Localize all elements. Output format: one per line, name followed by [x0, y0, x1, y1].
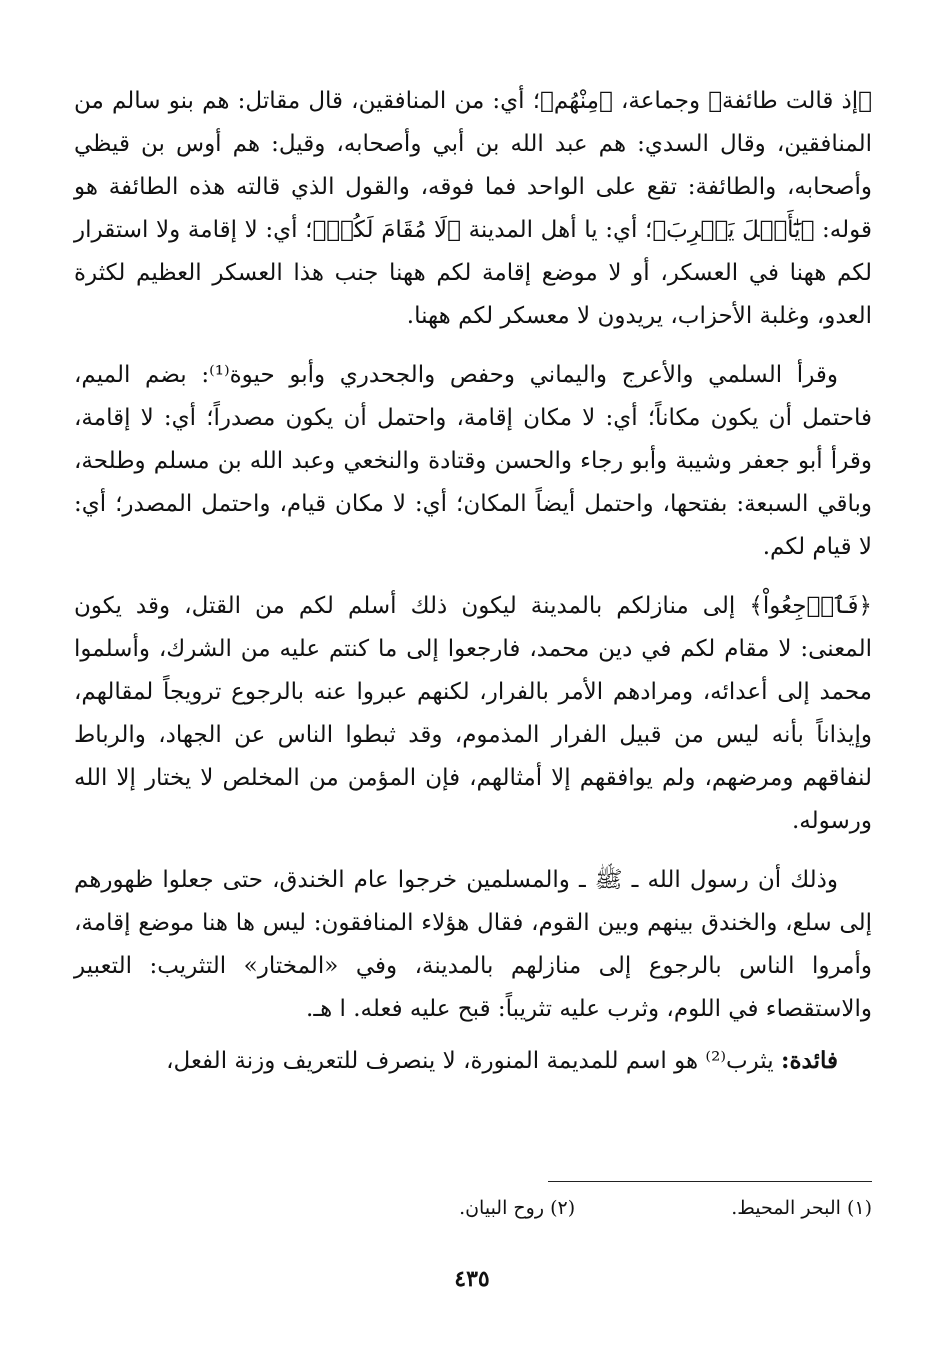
paragraph-5 — [74, 1039, 872, 1083]
footnote-1: (١) البحر المحيط. — [731, 1197, 872, 1219]
paragraph-4: وذلك أن رسول الله ـ ﷺ ـ والمسلمين خرجوا عام الخندق، حتى جعلوا ظهورهم إلى سلع، والخندق بينهم وبين القوم، فقال هؤلاء المنافقون: ليس ها هنا موضع إقامة، وأمروا الناس بالرجوع إلى منازلهم بالمدينة، وفي «المختار» التثريب: التعبير والاستقصاء في اللوم، وثرب عليه تثريباً: قبح عليه فعله. ا هـ. — [74, 867, 872, 1022]
paragraph-2: وقرأ السلمي والأعرج واليماني وحفص والجحدري وأبو حيوة⁽¹⁾: بضم الميم، فاحتمل أن يكون مكاناً؛ أي: لا مكان إقامة، واحتمل أن يكون مصدراً؛ أي: لا إقامة، وقرأ أبو جعفر وشيبة وأبو رجاء والحسن وقتادة والنخعي وعبد الله بن مسلم وطلحة، وباقي السبعة: بفتحها، واحتمل أيضاً المكان؛ أي: لا مكان قيام، واحتمل المصدر؛ أي: لا قيام لكم. — [74, 362, 872, 560]
footnotes — [74, 1193, 872, 1223]
note-label: فائدة: — [780, 1047, 838, 1074]
paragraph-3: ﴿فَٱرۡجِعُواْ﴾ إلى منازلكم بالمدينة ليكون ذلك أسلم لكم من القتل، وقد يكون المعنى: لا مقام لكم في دين محمد، فارجعوا إلى ما كنتم عليه من الشرك، وأسلموا محمد إلى أعدائه، ومرادهم الأمر بالفرار، لكنهم عبروا عنه بالرجوع ترويجاً لمقالهم، وإيذاناً بأنه ليس من قبيل الفرار المذموم، وقد ثبطوا الناس عن الجهاد، والرباط لنفاقهم ومرضهم، ولم يوافقهم إلا أمثالهم، فإن المؤمن من المخلص لا يختار إلا الله ورسوله. — [74, 593, 872, 834]
footnote-separator — [548, 1181, 872, 1182]
body-text — [74, 80, 872, 1099]
footnote-2: (٢) روح البيان. — [459, 1197, 576, 1219]
page-number: ٤٣٥ — [454, 1266, 490, 1292]
paragraph-1: ﴿إذ قالت طائفة﴾ وجماعة، ﴿مِنْهُم﴾؛ أي: من المنافقين، قال مقاتل: هم بنو سالم من المنافقين، وقال السدي: هم عبد الله بن أبي وأصحابه، وقيل: هم أوس بن قيظي وأصحابه، والطائفة: تقع على الواحد فما فوقه، والقول الذي قالته هذه الطائفة هو قوله: ﴿يَٰٓأَهۡلَ يَثۡرِبَ﴾؛ أي: يا أهل المدينة ﴿لَا مُقَامَ لَكُمۡ﴾؛ أي: لا إقامة ولا استقرار لكم ههنا في العسكر، أو لا موضع إقامة لكم ههنا جنب هذا العسكر العظيم لكثرة العدو، وغلبة الأحزاب، يريدون لا معسكر لكم ههنا. — [74, 88, 872, 329]
note-text: يثرب⁽²⁾ هو اسم للمديمة المنورة، لا ينصرف للتعريف وزنة الفعل، — [166, 1048, 774, 1074]
